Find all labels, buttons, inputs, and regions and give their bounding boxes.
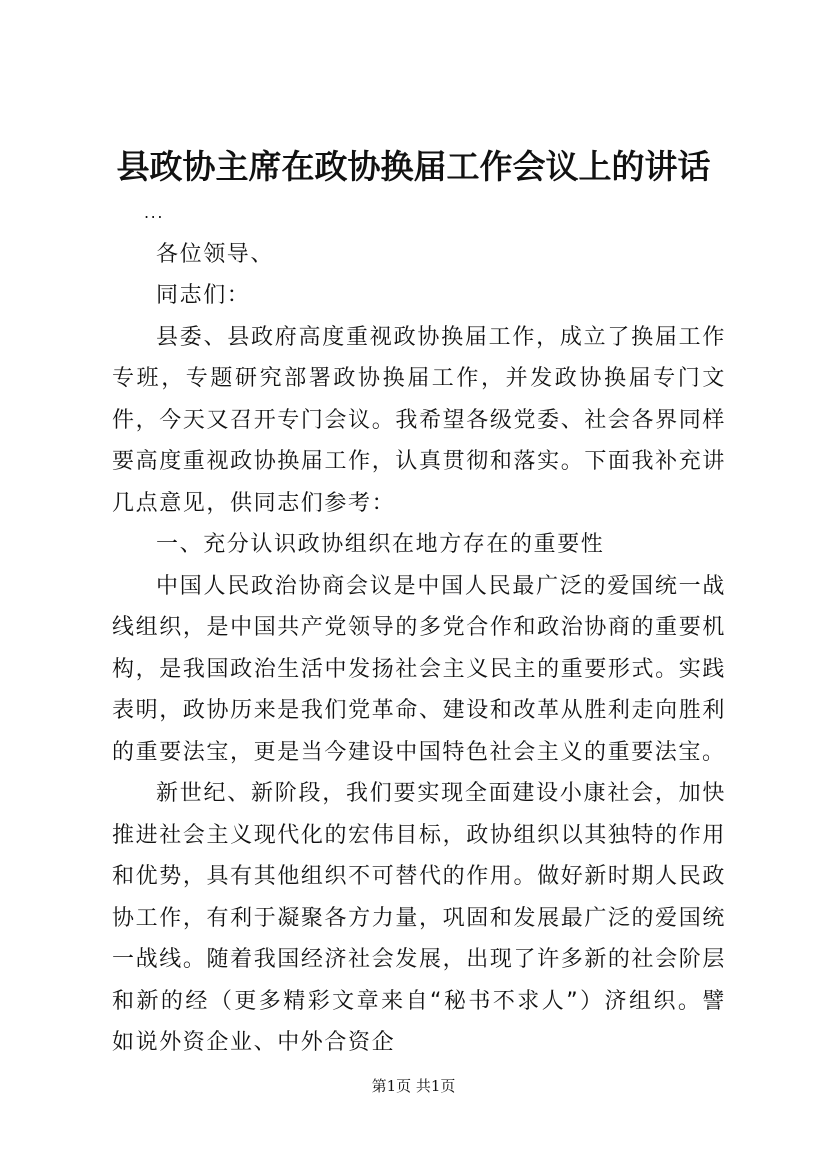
paragraph-intro: 县委、县政府高度重视政协换届工作，成立了换届工作专班，专题研究部署政协换届工作，并发政协换届专门文件，今天又召开专门会议。我希望各级党委、社会各界同样要高度重视政协换届工作，认真贯彻和落实。下面我补充讲几点意见，供同志们参考： bbox=[112, 324, 726, 516]
paragraph-new-century: 新世纪、新阶段，我们要实现全面建设小康社会，加快推进社会主义现代化的宏伟目标，政协组织以其独特的作用和优势，具有其他组织不可替代的作用。做好新时期人民政协工作，有利于凝聚各方力量，巩固和发展最广泛的爱国统一战线。随着我国经济社会发展，出现了许多新的社会阶层和新的经（更多精彩文章来自“秘书不求人”）济组织。譬如说外资企业、中外合资企 bbox=[112, 781, 726, 1055]
document-body bbox=[112, 192, 726, 1064]
paragraph-cppcc-role: 中国人民政治协商会议是中国人民最广泛的爱国统一战线组织，是中国共产党领导的多党合作和政治协商的重要机构，是我国政治生活中发扬社会主义民主的重要形式。实践表明，政协历来是我们党革命、建设和改革从胜利走向胜利的重要法宝，更是当今建设中国特色社会主义的重要法宝。 bbox=[112, 573, 726, 765]
section-heading-1: 一、充分认识政协组织在地方存在的重要性 bbox=[156, 532, 605, 557]
page-number-footer: 第1页 共1页 bbox=[371, 1077, 456, 1095]
salutation-leaders: 各位领导、 bbox=[156, 241, 275, 267]
document-title: 县政协主席在政协换届工作会议上的讲话 bbox=[116, 147, 711, 186]
ellipsis-line: ... bbox=[144, 203, 165, 222]
salutation-comrades: 同志们： bbox=[156, 283, 251, 308]
